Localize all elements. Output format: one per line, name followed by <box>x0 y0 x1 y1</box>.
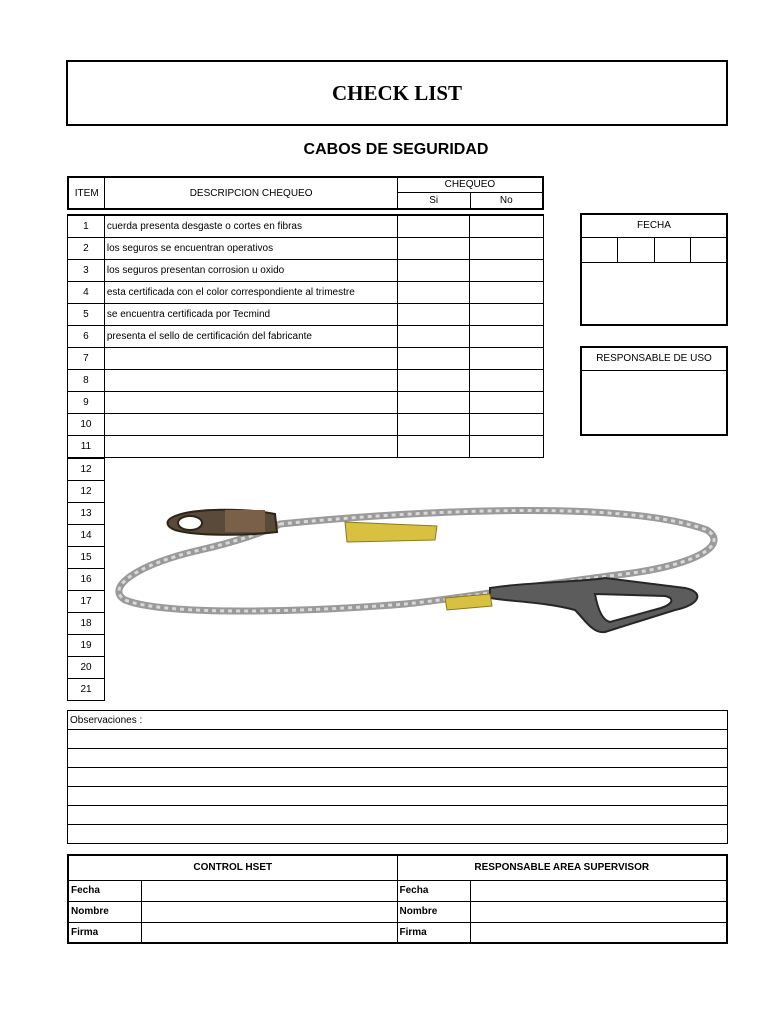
fecha-cell[interactable] <box>655 238 691 262</box>
control-hset-field-label: Fecha <box>68 880 141 901</box>
supervisor-field-label: Firma <box>397 922 470 943</box>
observaciones-line[interactable] <box>68 787 728 806</box>
observaciones-label: Observaciones : <box>68 711 728 730</box>
item-column-header: ITEM <box>68 177 105 209</box>
item-number: 10 <box>68 413 105 435</box>
si-checkbox-cell[interactable] <box>397 259 470 281</box>
item-description <box>104 413 397 435</box>
responsable-area-title: RESPONSABLE AREA SUPERVISOR <box>397 855 727 880</box>
checklist-row <box>68 215 544 237</box>
item-number: 5 <box>68 303 105 325</box>
si-checkbox-cell[interactable] <box>397 303 470 325</box>
no-checkbox-cell[interactable] <box>470 281 544 303</box>
si-checkbox-cell[interactable] <box>397 237 470 259</box>
item-number: 2 <box>68 237 105 259</box>
chequeo-column-header: CHEQUEO <box>397 177 543 192</box>
checklist-row <box>68 259 544 281</box>
no-checkbox-cell[interactable] <box>470 215 544 237</box>
si-checkbox-cell[interactable] <box>397 413 470 435</box>
fecha-box <box>580 213 728 326</box>
checklist-row <box>68 347 544 369</box>
item-number: 7 <box>68 347 105 369</box>
supervisor-field-label: Fecha <box>397 880 470 901</box>
si-checkbox-cell[interactable] <box>397 281 470 303</box>
checklist-row <box>68 413 544 435</box>
item-number: 12 <box>68 459 105 481</box>
item-number: 1 <box>68 215 105 237</box>
observaciones-line[interactable] <box>68 730 728 749</box>
checklist-row <box>68 237 544 259</box>
item-description: esta certificada con el color correspondiente al trimestre <box>104 281 397 303</box>
item-number: 16 <box>68 569 105 591</box>
header-box <box>66 60 728 126</box>
safety-lanyard-image <box>105 470 725 660</box>
item-description: los seguros se encuentran operativos <box>104 237 397 259</box>
control-hset-field-label: Firma <box>68 922 141 943</box>
item-description: presenta el sello de certificación del fabricante <box>104 325 397 347</box>
checklist-row <box>68 369 544 391</box>
supervisor-field-value[interactable] <box>470 922 727 943</box>
no-checkbox-cell[interactable] <box>470 325 544 347</box>
no-checkbox-cell[interactable] <box>470 347 544 369</box>
left-hook <box>168 510 278 535</box>
observaciones-table <box>67 710 728 844</box>
item-number: 15 <box>68 547 105 569</box>
supervisor-field-label: Nombre <box>397 901 470 922</box>
no-checkbox-cell[interactable] <box>470 369 544 391</box>
extra-items-table <box>67 458 105 701</box>
no-checkbox-cell[interactable] <box>470 413 544 435</box>
item-number: 13 <box>68 503 105 525</box>
item-number: 11 <box>68 435 105 457</box>
no-column-header: No <box>470 192 543 209</box>
right-hook <box>490 578 697 632</box>
item-description: se encuentra certificada por Tecmind <box>104 303 397 325</box>
item-number: 19 <box>68 635 105 657</box>
fecha-cell[interactable] <box>618 238 654 262</box>
item-number: 18 <box>68 613 105 635</box>
supervisor-field-value[interactable] <box>470 901 727 922</box>
no-checkbox-cell[interactable] <box>470 391 544 413</box>
checklist-table <box>67 214 544 458</box>
control-hset-field-value[interactable] <box>141 901 397 922</box>
observaciones-line[interactable] <box>68 768 728 787</box>
control-hset-field-label: Nombre <box>68 901 141 922</box>
responsable-label: RESPONSABLE DE USO <box>582 348 726 371</box>
si-checkbox-cell[interactable] <box>397 325 470 347</box>
item-number: 9 <box>68 391 105 413</box>
item-number: 12 <box>68 481 105 503</box>
item-description: los seguros presentan corrosion u oxido <box>104 259 397 281</box>
fecha-cell[interactable] <box>582 238 618 262</box>
item-number: 4 <box>68 281 105 303</box>
item-number: 21 <box>68 679 105 701</box>
no-checkbox-cell[interactable] <box>470 435 544 457</box>
no-checkbox-cell[interactable] <box>470 259 544 281</box>
si-checkbox-cell[interactable] <box>397 435 470 457</box>
signature-table <box>67 854 728 944</box>
si-checkbox-cell[interactable] <box>397 369 470 391</box>
item-number: 20 <box>68 657 105 679</box>
fecha-label: FECHA <box>582 215 726 238</box>
item-description <box>104 347 397 369</box>
control-hset-title: CONTROL HSET <box>68 855 397 880</box>
yellow-sleeve-left <box>345 522 437 542</box>
description-column-header: DESCRIPCION CHEQUEO <box>105 177 397 209</box>
item-description: cuerda presenta desgaste o cortes en fibras <box>104 215 397 237</box>
responsable-box <box>580 346 728 436</box>
observaciones-line[interactable] <box>68 825 728 844</box>
checklist-row <box>68 281 544 303</box>
supervisor-field-value[interactable] <box>470 880 727 901</box>
checklist-header-table <box>67 176 544 210</box>
fecha-date-cells <box>582 238 726 263</box>
item-description <box>104 369 397 391</box>
page-title: CHECK LIST <box>331 81 463 105</box>
control-hset-field-value[interactable] <box>141 880 397 901</box>
item-number: 6 <box>68 325 105 347</box>
si-column-header: Si <box>397 192 470 209</box>
checklist-row <box>68 303 544 325</box>
checklist-row <box>68 435 544 457</box>
control-hset-field-value[interactable] <box>141 922 397 943</box>
si-checkbox-cell[interactable] <box>397 215 470 237</box>
checklist-row <box>68 325 544 347</box>
item-number: 14 <box>68 525 105 547</box>
si-checkbox-cell[interactable] <box>397 391 470 413</box>
item-description <box>104 435 397 457</box>
no-checkbox-cell[interactable] <box>470 237 544 259</box>
page-subtitle: CABOS DE SEGURIDAD <box>303 141 489 158</box>
no-checkbox-cell[interactable] <box>470 303 544 325</box>
item-number: 17 <box>68 591 105 613</box>
item-number: 8 <box>68 369 105 391</box>
checklist-row <box>68 391 544 413</box>
si-checkbox-cell[interactable] <box>397 347 470 369</box>
item-description <box>104 391 397 413</box>
item-number: 3 <box>68 259 105 281</box>
fecha-cell[interactable] <box>691 238 726 262</box>
observaciones-line[interactable] <box>68 749 728 768</box>
observaciones-line[interactable] <box>68 806 728 825</box>
